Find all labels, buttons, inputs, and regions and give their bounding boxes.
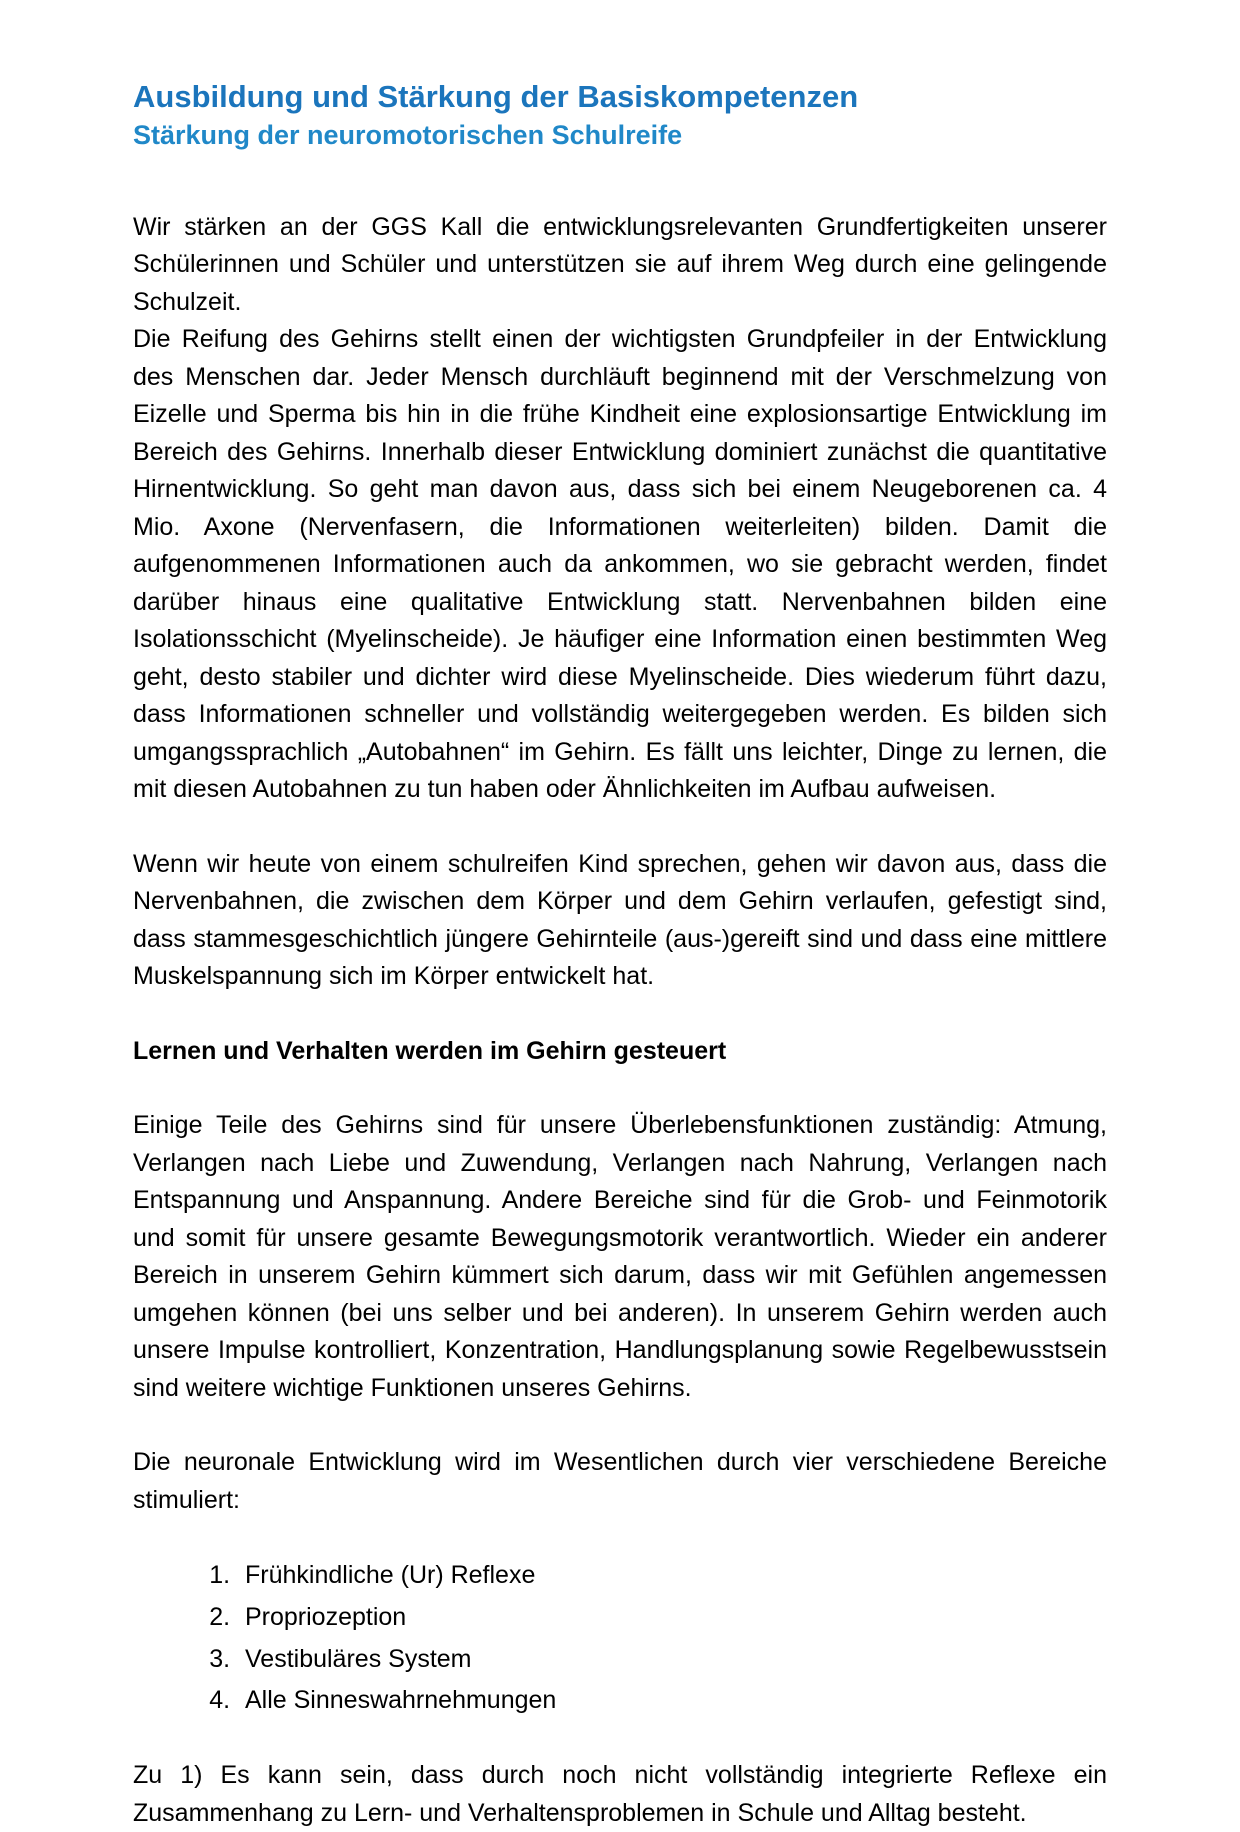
document-body bbox=[133, 209, 1107, 1832]
paragraph-brain-functions: Einige Teile des Gehirns sind für unsere Überlebensfunktionen zuständig: Atmung, Verlangen nach Liebe und Zuwendung, Verlangen nach Nahrung, Verlangen nach Entspannung und Anspannung. Andere Bereiche sind für die Grob- und Feinmotorik und somit für unsere gesamte Bewegungsmotorik verantwortlich. Wieder ein anderer Bereich in unserem Gehirn kümmert sich darum, dass wir mit Gefühlen angemessen umgehen können (bei uns selber und bei anderen). In unserem Gehirn werden auch unsere Impulse kontrolliert, Konzentration, Handlungsplanung sowie Regelbewusstsein sind weitere wichtige Funktionen unseres Gehirns. bbox=[133, 1107, 1107, 1407]
list-item-sensory-perceptions: 4. Alle Sinneswahrnehmungen bbox=[237, 1681, 1107, 1720]
document-subtitle: Stärkung der neuromotorischen Schulreife bbox=[133, 119, 1107, 153]
paragraph-school-readiness: Wenn wir heute von einem schulreifen Kind sprechen, gehen wir davon aus, dass die Nervenbahnen, die zwischen dem Körper und dem Gehirn verlaufen, gefestigt sind, dass stammesgeschichtlich jüngere Gehirnteile (aus-)gereift sind und dass eine mittlere Muskelspannung sich im Körper entwickelt hat. bbox=[133, 846, 1107, 996]
paragraph-reflexes-note: Zu 1) Es kann sein, dass durch noch nicht vollständig integrierte Reflexe ein Zusammenhang zu Lern- und Verhaltensproblemen in Schule und Alltag besteht. bbox=[133, 1757, 1107, 1832]
paragraph-stimulation-lead: Die neuronale Entwicklung wird im Wesentlichen durch vier verschiedene Bereiche stimuliert: bbox=[133, 1444, 1107, 1519]
list-item-proprioception: 2. Propriozeption bbox=[237, 1598, 1107, 1637]
stimulation-areas-list bbox=[133, 1556, 1107, 1720]
paragraph-brain-development: Die Reifung des Gehirns stellt einen der wichtigsten Grundpfeiler in der Entwicklung des Menschen dar. Jeder Mensch durchläuft beginnend mit der Verschmelzung von Eizelle und Sperma bis hin in die frühe Kindheit eine explosionsartige Entwicklung im Bereich des Gehirns. Innerhalb dieser Entwicklung dominiert zunächst die quantitative Hirnentwicklung. So geht man davon aus, dass sich bei einem Neugeborenen ca. 4 Mio. Axone (Nervenfasern, die Informationen weiterleiten) bilden. Damit die aufgenommenen Informationen auch da ankommen, wo sie gebracht werden, findet darüber hinaus eine qualitative Entwicklung statt. Nervenbahnen bilden eine Isolationsschicht (Myelinscheide). Je häufiger eine Information einen bestimmten Weg geht, desto stabiler und dichter wird diese Myelinscheide. Dies wiederum führt dazu, dass Informationen schneller und vollständig weitergegeben werden. Es bilden sich umgangssprachlich „Autobahnen“ im Gehirn. Es fällt uns leichter, Dinge zu lernen, die mit diesen Autobahnen zu tun haben oder Ähnlichkeiten im Aufbau aufweisen. bbox=[133, 321, 1107, 809]
list-item-reflexes: 1. Frühkindliche (Ur) Reflexe bbox=[237, 1556, 1107, 1595]
paragraph-intro: Wir stärken an der GGS Kall die entwicklungsrelevanten Grundfertigkeiten unserer Schülerinnen und Schüler und unterstützen sie auf ihrem Weg durch eine gelingende Schulzeit. bbox=[133, 209, 1107, 322]
list-item-vestibular-system: 3. Vestibuläres System bbox=[237, 1640, 1107, 1679]
section-heading-learning-brain: Lernen und Verhalten werden im Gehirn gesteuert bbox=[133, 1033, 1107, 1071]
document-title: Ausbildung und Stärkung der Basiskompetenzen bbox=[133, 78, 1107, 117]
